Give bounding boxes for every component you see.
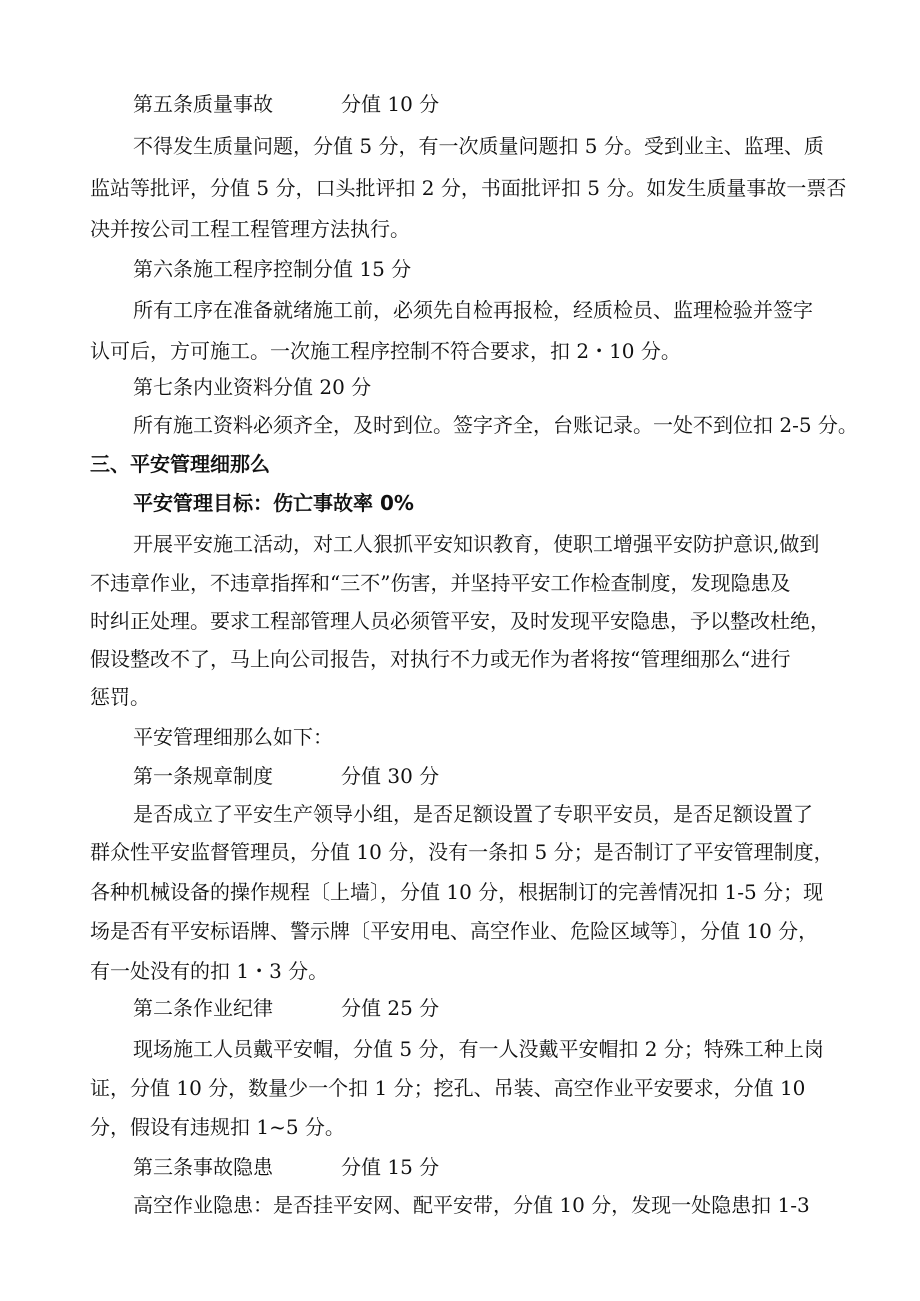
rule-1-title-line	[133, 762, 439, 790]
section-5-title-line	[133, 90, 439, 118]
paragraph-line: 群众性平安监督管理员，分值 10 分，没有一条扣 5 分；是否制订了平安管理制度，	[90, 840, 834, 864]
paragraph-line: 开展平安施工活动，对工人狠抓平安知识教育，使职工增强平安防护意识,做到	[133, 532, 820, 556]
paragraph-line: 假设整改不了，马上向公司报告，对执行不力或无作为者将按“管理细那么“进行	[90, 647, 791, 671]
paragraph-line: 不得发生质量问题，分值 5 分，有一次质量问题扣 5 分。受到业主、监理、质	[133, 134, 824, 158]
section-7-title: 第七条内业资料分值 20 分	[133, 375, 372, 399]
rule-3-title: 第三条事故隐患	[133, 1155, 273, 1179]
section-5-score: 分值 10 分	[341, 92, 440, 116]
section-6-title: 第六条施工程序控制分值 15 分	[133, 257, 412, 281]
rule-3-score: 分值 15 分	[341, 1155, 440, 1179]
paragraph-line: 所有施工资料必须齐全，及时到位。签字齐全，台账记录。一处不到位扣 2-5 分。	[133, 413, 858, 437]
paragraph-line: 所有工序在准备就绪施工前，必须先自检再报检，经质检员、监理检验并签字	[133, 298, 813, 322]
rule-2-score: 分值 25 分	[341, 996, 440, 1020]
paragraph-line: 认可后，方可施工。一次施工程序控制不符合要求，扣 2・10 分。	[90, 339, 681, 363]
part-3-heading: 三、平安管理细那么	[90, 452, 270, 476]
safety-goal: 平安管理目标：伤亡事故率 0%	[133, 491, 414, 515]
rule-2-title-line	[133, 994, 439, 1022]
paragraph-line: 有一处没有的扣 1・3 分。	[90, 959, 329, 983]
section-5-title: 第五条质量事故	[133, 92, 273, 116]
paragraph-line: 是否成立了平安生产领导小组，是否足额设置了专职平安员，是否足额设置了	[133, 802, 813, 826]
rules-intro: 平安管理细那么如下：	[133, 725, 333, 749]
rule-1-title: 第一条规章制度	[133, 764, 273, 788]
paragraph-line: 各种机械设备的操作规程〔上墙〕，分值 10 分，根据制订的完善情况扣 1-5 分；现	[90, 880, 824, 904]
paragraph-line: 惩罚。	[90, 685, 150, 709]
rule-2-title: 第二条作业纪律	[133, 996, 273, 1020]
paragraph-line: 不违章作业，不违章指挥和“三不”伤害，并坚持平安工作检查制度，发现隐患及	[90, 571, 791, 595]
paragraph-line: 现场施工人员戴平安帽，分值 5 分，有一人没戴平安帽扣 2 分；特殊工种上岗	[133, 1037, 824, 1061]
paragraph-line: 决并按公司工程工程管理方法执行。	[90, 217, 410, 241]
paragraph-line: 分，假设有违规扣 1~5 分。	[90, 1115, 345, 1139]
paragraph-line: 场是否有平安标语牌、警示牌〔平安用电、高空作业、危险区域等〕，分值 10 分，	[90, 919, 819, 943]
paragraph-line: 监站等批评，分值 5 分，口头批评扣 2 分，书面批评扣 5 分。如发生质量事故一票否	[90, 176, 847, 200]
rule-1-score: 分值 30 分	[341, 764, 440, 788]
rule-3-title-line	[133, 1153, 439, 1181]
paragraph-line: 高空作业隐患：是否挂平安网、配平安带，分值 10 分，发现一处隐患扣 1-3	[133, 1193, 810, 1217]
paragraph-line: 时纠正处理。要求工程部管理人员必须管平安，及时发现平安隐患，予以整改杜绝，	[90, 609, 830, 633]
paragraph-line: 证，分值 10 分，数量少一个扣 1 分；挖孔、吊装、高空作业平安要求，分值 10	[90, 1076, 806, 1100]
